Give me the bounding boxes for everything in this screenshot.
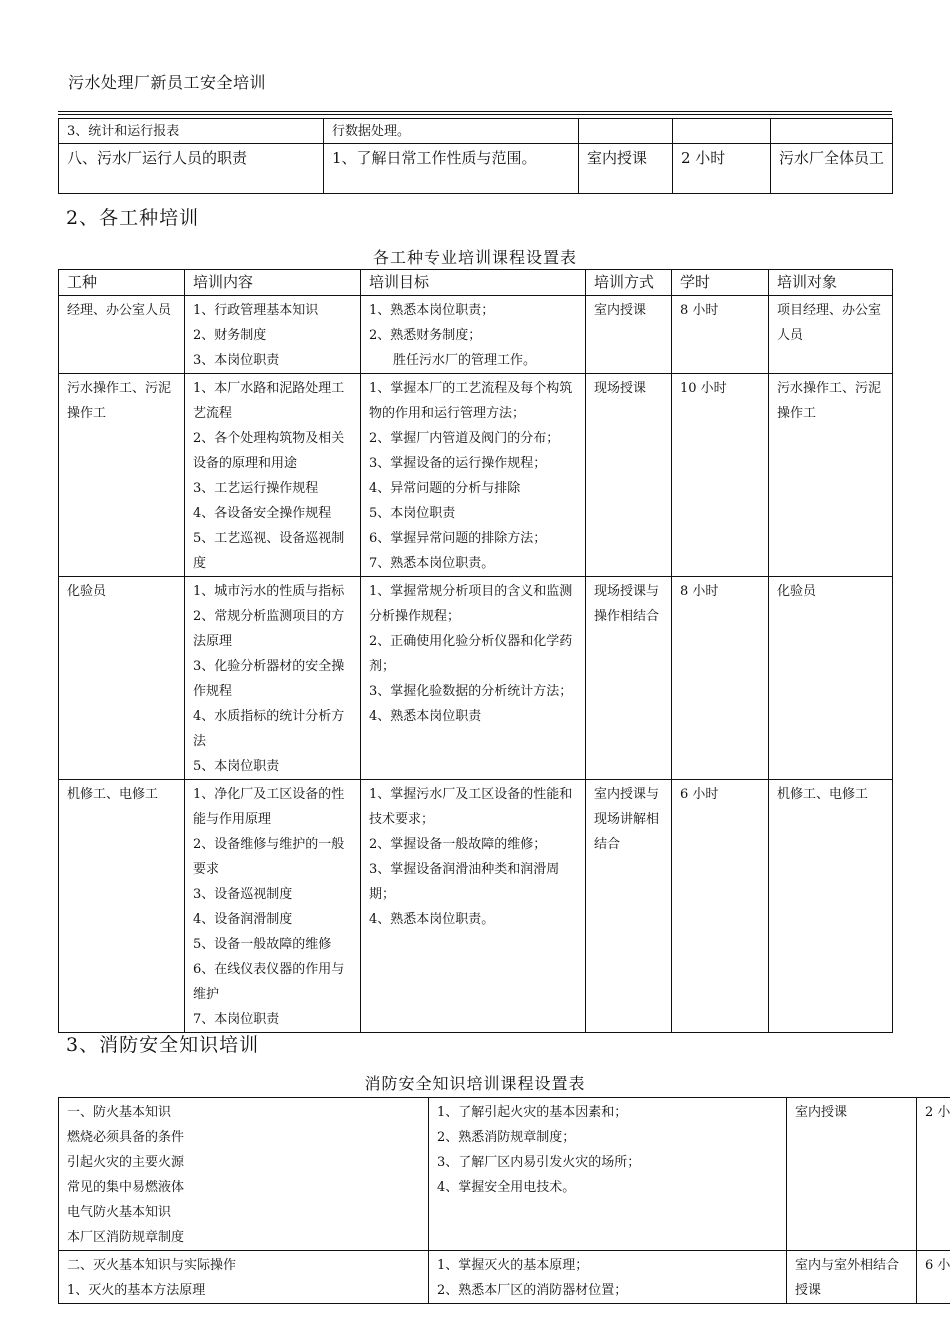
- list-item: 燃烧必须具备的条件: [67, 1130, 185, 1145]
- list-item: 2、熟悉本厂区的消防器材位置；: [437, 1283, 628, 1298]
- table-row: [59, 577, 893, 780]
- table-cell: [579, 119, 673, 144]
- training-content: [185, 374, 361, 577]
- fire-safety-table: [58, 1097, 950, 1304]
- training-target: 项目经理、办公室人员: [769, 296, 893, 374]
- list-item: 5、工艺巡视、设备巡视制度: [193, 531, 345, 571]
- table-cell: 污水厂全体员工: [771, 144, 893, 194]
- list-item: 2、掌握设备一般故障的维修；: [369, 837, 547, 852]
- page-header-title: 污水处理厂新员工安全培训: [68, 73, 267, 92]
- list-item: 7、熟悉本岗位职责。: [369, 556, 495, 571]
- list-item: 4、各设备安全操作规程: [193, 506, 332, 521]
- header-rule-bottom: [58, 114, 892, 115]
- trade-training-table: [58, 269, 893, 1033]
- fire-training-hours: 6 小: [917, 1251, 950, 1304]
- training-content: [185, 577, 361, 780]
- list-item: 一、防火基本知识: [67, 1105, 172, 1120]
- list-item: 3、工艺运行操作规程: [193, 481, 319, 496]
- training-method: 室内授课与现场讲解相结合: [586, 780, 672, 1033]
- list-item: 3、本岗位职责: [193, 353, 280, 368]
- table-row: [59, 296, 893, 374]
- list-item: 1、掌握本厂的工艺流程及每个构筑物的作用和运行管理方法；: [369, 381, 573, 421]
- list-item: 电气防火基本知识: [67, 1205, 172, 1220]
- list-item: 3、化验分析器材的安全操作规程: [193, 659, 345, 699]
- training-hours: 6 小时: [672, 780, 769, 1033]
- list-item: 1、灭火的基本方法原理: [67, 1283, 206, 1298]
- list-item: 2、正确使用化验分析仪器和化学药剂；: [369, 634, 573, 674]
- table-row: [59, 374, 893, 577]
- training-target: 化验员: [769, 577, 893, 780]
- list-item: 7、本岗位职责: [193, 1012, 280, 1027]
- table-cell: 1、了解日常工作性质与范围。: [324, 144, 579, 194]
- list-item: 3、掌握化验数据的分析统计方法；: [369, 684, 573, 699]
- list-item: 2、常规分析监测项目的方法原理: [193, 609, 345, 649]
- trade-table-caption: 各工种专业培训课程设置表: [372, 248, 577, 267]
- training-goals: [361, 296, 586, 374]
- list-item: 胜任污水厂的管理工作。: [393, 353, 537, 368]
- fire-training-goals: [429, 1098, 787, 1251]
- trade-type: 污水操作工、污泥操作工: [59, 374, 185, 577]
- table-row: [59, 144, 893, 194]
- header-rule-top: [58, 111, 892, 112]
- table-cell: 行数据处理。: [324, 119, 579, 144]
- training-content: [185, 296, 361, 374]
- list-item: 6、在线仪表仪器的作用与维护: [193, 962, 345, 1002]
- table-header-row: [59, 270, 893, 296]
- list-item: 3、掌握设备润滑油种类和润滑周期；: [369, 862, 560, 902]
- training-target: 污水操作工、污泥操作工: [769, 374, 893, 577]
- list-item: 4、掌握安全用电技术。: [437, 1180, 576, 1195]
- top-table: [58, 118, 893, 194]
- trade-type: 化验员: [59, 577, 185, 780]
- fire-training-content: [59, 1251, 429, 1304]
- training-goals: [361, 577, 586, 780]
- training-content: [185, 780, 361, 1033]
- training-method: 室内授课: [586, 296, 672, 374]
- table-cell: 八、污水厂运行人员的职责: [59, 144, 324, 194]
- trade-type: 机修工、电修工: [59, 780, 185, 1033]
- trade-type: 经理、办公室人员: [59, 296, 185, 374]
- list-item: 5、本岗位职责: [193, 759, 280, 774]
- list-item: 2、掌握厂内管道及阀门的分布；: [369, 431, 560, 446]
- list-item: 5、设备一般故障的维修: [193, 937, 332, 952]
- training-method: 现场授课与操作相结合: [586, 577, 672, 780]
- list-item: 3、掌握设备的运行操作规程；: [369, 456, 547, 471]
- section-2-heading: 2、各工种培训: [66, 207, 200, 229]
- list-item: 6、掌握异常问题的排除方法；: [369, 531, 547, 546]
- list-item: 1、了解引起火灾的基本因素和；: [437, 1105, 628, 1120]
- list-item: 1、本厂水路和泥路处理工艺流程: [193, 381, 345, 421]
- list-item: 1、城市污水的性质与指标: [193, 584, 345, 599]
- training-goals: [361, 780, 586, 1033]
- list-item: 3、设备巡视制度: [193, 887, 293, 902]
- column-header: 学时: [672, 270, 769, 296]
- table-cell: [771, 119, 893, 144]
- list-item: 2、设备维修与维护的一般要求: [193, 837, 345, 877]
- table-cell: 2 小时: [673, 144, 771, 194]
- table-row: [59, 780, 893, 1033]
- list-item: 常见的集中易燃液体: [67, 1180, 185, 1195]
- list-item: 4、异常问题的分析与排除: [369, 481, 521, 496]
- list-item: 二、灭火基本知识与实际操作: [67, 1258, 237, 1273]
- training-method: 现场授课: [586, 374, 672, 577]
- list-item: 3、了解厂区内易引发火灾的场所；: [437, 1155, 641, 1170]
- column-header: 培训内容: [185, 270, 361, 296]
- list-item: 2、熟悉财务制度；: [369, 328, 482, 343]
- column-header: 培训目标: [361, 270, 586, 296]
- list-item: 1、熟悉本岗位职责；: [369, 303, 495, 318]
- column-header: 工种: [59, 270, 185, 296]
- training-hours: 8 小时: [672, 296, 769, 374]
- table-cell: 室内授课: [579, 144, 673, 194]
- table-row: [59, 1098, 950, 1251]
- list-item: 1、净化厂及工区设备的性能与作用原理: [193, 787, 345, 827]
- list-item: 1、掌握污水厂及工区设备的性能和技术要求；: [369, 787, 573, 827]
- list-item: 2、财务制度: [193, 328, 267, 343]
- fire-training-content: [59, 1098, 429, 1251]
- training-hours: 10 小时: [672, 374, 769, 577]
- training-hours: 8 小时: [672, 577, 769, 780]
- table-cell: 3、统计和运行报表: [59, 119, 324, 144]
- training-goals: [361, 374, 586, 577]
- column-header: 培训对象: [769, 270, 893, 296]
- list-item: 4、水质指标的统计分析方法: [193, 709, 345, 749]
- list-item: 4、设备润滑制度: [193, 912, 293, 927]
- training-target: 机修工、电修工: [769, 780, 893, 1033]
- fire-training-method: 室内授课: [787, 1098, 917, 1251]
- list-item: 5、本岗位职责: [369, 506, 456, 521]
- list-item: 引起火灾的主要火源: [67, 1155, 185, 1170]
- list-item: 2、熟悉消防规章制度；: [437, 1130, 576, 1145]
- list-item: 1、掌握灭火的基本原理；: [437, 1258, 589, 1273]
- fire-training-method: 室内与室外相结合授课: [787, 1251, 917, 1304]
- fire-table-caption: 消防安全知识培训课程设置表: [364, 1074, 586, 1093]
- list-item: 本厂区消防规章制度: [67, 1230, 185, 1245]
- fire-training-hours: 2 小: [917, 1098, 950, 1251]
- table-row: [59, 1251, 950, 1304]
- list-item: 4、熟悉本岗位职责: [369, 709, 482, 724]
- section-3-heading: 3、消防安全知识培训: [66, 1034, 260, 1056]
- table-cell: [673, 119, 771, 144]
- column-header: 培训方式: [586, 270, 672, 296]
- fire-training-goals: [429, 1251, 787, 1304]
- table-row: [59, 119, 893, 144]
- list-item: 1、行政管理基本知识: [193, 303, 319, 318]
- list-item: 2、各个处理构筑物及相关设备的原理和用途: [193, 431, 345, 471]
- list-item: 1、掌握常规分析项目的含义和监测分析操作规程；: [369, 584, 573, 624]
- list-item: 4、熟悉本岗位职责。: [369, 912, 495, 927]
